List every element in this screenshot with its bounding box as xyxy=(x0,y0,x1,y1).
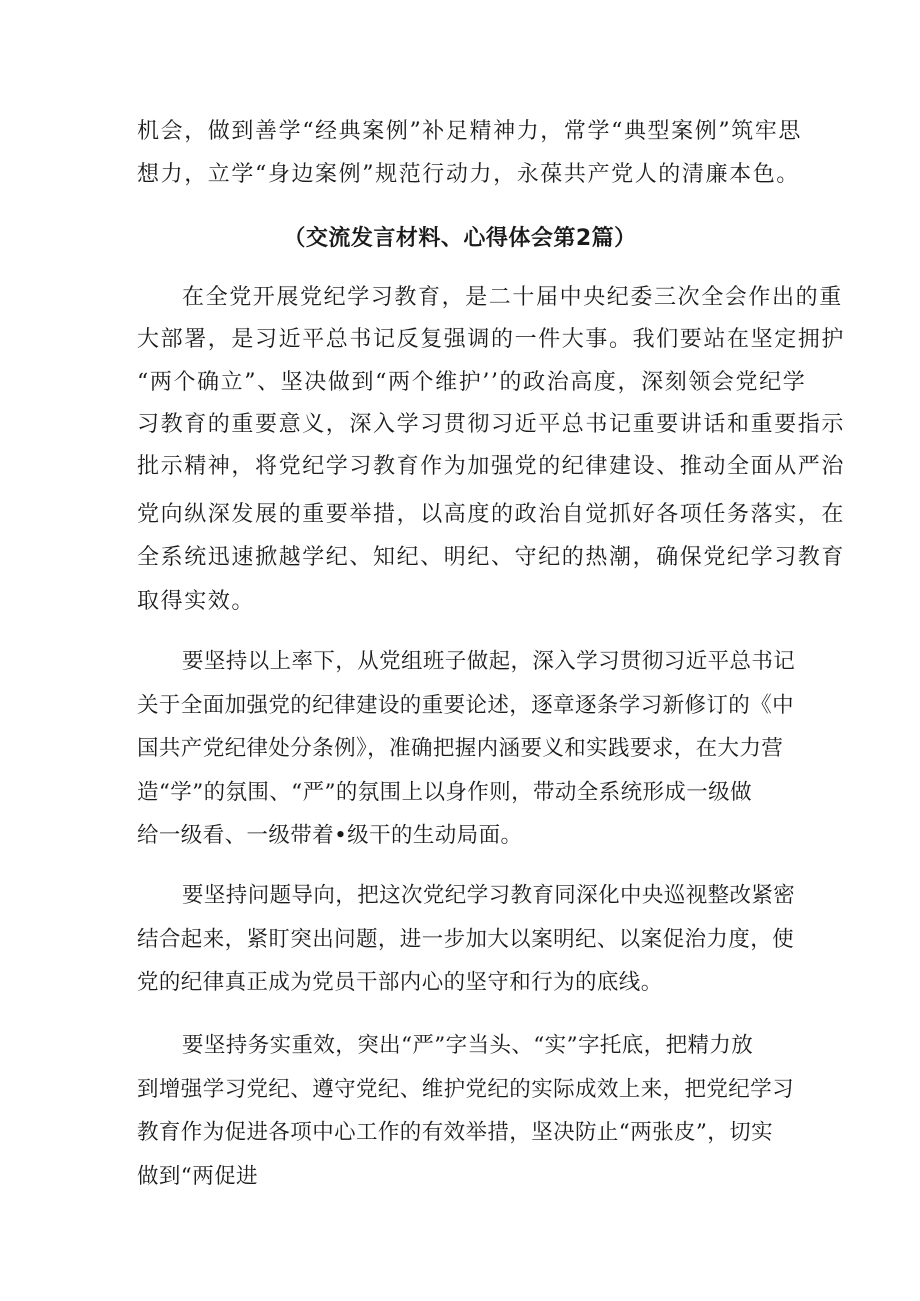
p1-line-2: 大部署，是习近平总书记反复强调的一件大事。我们要站在坚定拥护 xyxy=(137,327,846,352)
p2-line-5: 给一级看、一级带着•级干的生动局面。 xyxy=(137,823,523,848)
p3-line-1: 要坚持问题导向，把这次党纪学习教育同深化中央巡视整改紧密 xyxy=(182,883,796,908)
p4-line-4: 做到“两促进 xyxy=(137,1164,258,1189)
p1-line-1: 在全党开展党纪学习教育，是二十届中央纪委三次全会作出的重 xyxy=(182,285,843,310)
p1-line-6: 党向纵深发展的重要举措，以高度的政治自觉抓好各项任务落实，在 xyxy=(137,502,846,527)
p4-line-1: 要坚持务实重效，突出“严”字当头、“实”字托底，把精力放 xyxy=(182,1033,754,1058)
p1-line-3: “两个确立”、坚决做到“两个维护’’的政治高度，深刻领会党纪学 xyxy=(137,370,807,395)
p2-line-2: 关于全面加强党的纪律建设的重要论述，逐章逐条学习新修订的《中 xyxy=(137,693,795,718)
p4-line-3: 教育作为促进各项中心工作的有效举措，坚决防止“两张皮”，切实 xyxy=(137,1120,773,1145)
p1-line-8: 取得实效。 xyxy=(137,589,256,614)
p2-line-3: 国共产党纪律处分条例》，准确把握内涵要义和实践要求，在大力营 xyxy=(137,736,784,761)
p3-line-3: 党的纪律真正成为党员干部内心的坚守和行为的底线。 xyxy=(137,970,663,995)
p1-line-7: 全系统迅速掀越学纪、知纪、明纪、守纪的热潮，确保党纪学习教育 xyxy=(137,545,846,570)
p2-line-4: 造“学”的氛围、“严”的氛围上以身作则，带动全系统形成一级做 xyxy=(137,780,752,805)
p2-line-1: 要坚持以上率下，从党组班子做起，深入学习贯彻习近平总书记 xyxy=(182,649,796,674)
intro-line-2: 想力，立学“身边案例”规范行动力，永葆共产党人的清廉本色。 xyxy=(137,162,800,187)
intro-line-1: 机会，做到善学“经典案例”补足精神力，常学“典型案例”筑牢思 xyxy=(137,119,802,144)
p4-line-2: 到增强学习党纪、遵守党纪、维护党纪的实际成效上来，把党纪学习 xyxy=(137,1077,795,1102)
p1-line-4: 习教育的重要意义，深入学习贯彻习近平总书记重要讲话和重要指示 xyxy=(137,412,846,437)
p1-line-5: 批示精神，将党纪学习教育作为加强党的纪律建设、推动全面从严治 xyxy=(137,454,846,479)
section-title: （交流发言材料、心得体会第2篇） xyxy=(283,226,637,251)
p3-line-2: 结合起来，紧盯突出问题，进一步加大以案明纪、以案促治力度，使 xyxy=(137,927,795,952)
